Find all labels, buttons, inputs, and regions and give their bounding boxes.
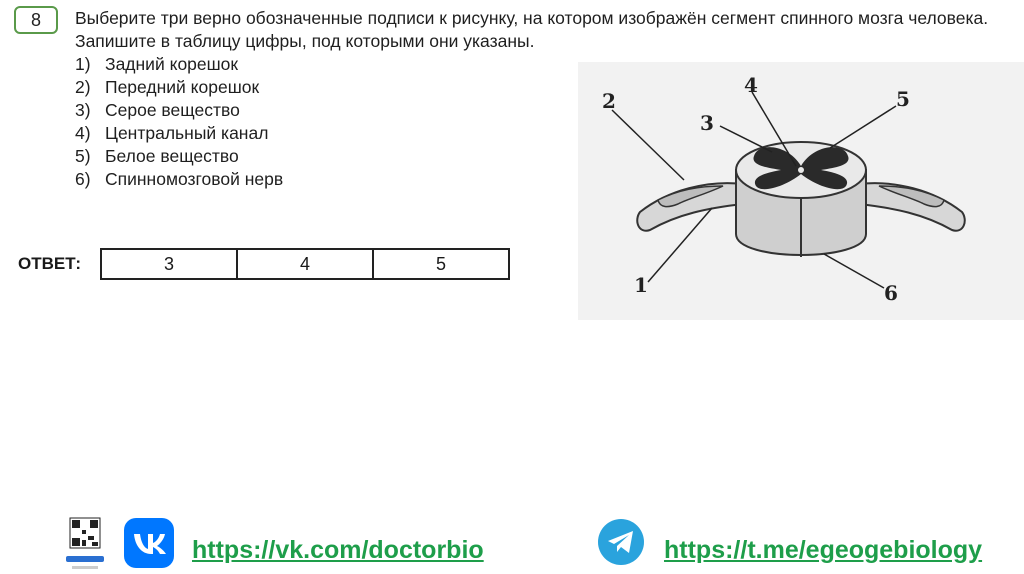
option-label: Спинномозговой нерв: [105, 169, 284, 189]
option-number: 1): [75, 54, 91, 74]
answer-table: [100, 248, 510, 280]
question-number-badge: 8: [14, 6, 58, 34]
question-text: Выберите три верно обозначенные подписи к рисунку, на котором изображён сегмент спинного мозга человека. Запишите в таблицу цифры, под которыми они указаны.: [75, 8, 989, 51]
option-item: [75, 76, 283, 99]
option-number: 3): [75, 100, 91, 120]
option-label: Серое вещество: [105, 100, 240, 120]
vk-logo-icon[interactable]: [124, 518, 174, 568]
vk-link[interactable]: https://vk.com/doctorbio: [192, 536, 484, 564]
qr-code-icon: [62, 516, 108, 572]
option-label: Центральный канал: [105, 123, 269, 143]
answer-label: ОТВЕТ:: [18, 254, 82, 273]
figure-label: 2: [602, 89, 616, 113]
option-label: Белое вещество: [105, 146, 239, 166]
options-list: [75, 53, 283, 191]
figure-label: 4: [744, 73, 758, 97]
answer-cell[interactable]: 4: [237, 249, 373, 279]
option-item: [75, 145, 283, 168]
option-item: [75, 53, 283, 76]
answer-cell[interactable]: 5: [373, 249, 509, 279]
telegram-logo-icon[interactable]: [598, 519, 644, 565]
option-item: [75, 99, 283, 122]
option-label: Задний корешок: [105, 54, 239, 74]
option-label: Передний корешок: [105, 77, 260, 97]
option-number: 4): [75, 123, 91, 143]
option-number: 5): [75, 146, 91, 166]
option-number: 6): [75, 169, 91, 189]
figure-label: 1: [634, 273, 648, 297]
figure-label: 5: [896, 87, 910, 111]
answer-cell[interactable]: 3: [101, 249, 237, 279]
option-item: [75, 168, 283, 191]
figure-label: 3: [700, 111, 714, 135]
spinal-cord-figure: [578, 62, 1024, 320]
figure-label: 6: [884, 281, 898, 305]
option-number: 2): [75, 77, 91, 97]
telegram-link[interactable]: https://t.me/egeogebiology: [664, 536, 983, 564]
option-item: [75, 122, 283, 145]
